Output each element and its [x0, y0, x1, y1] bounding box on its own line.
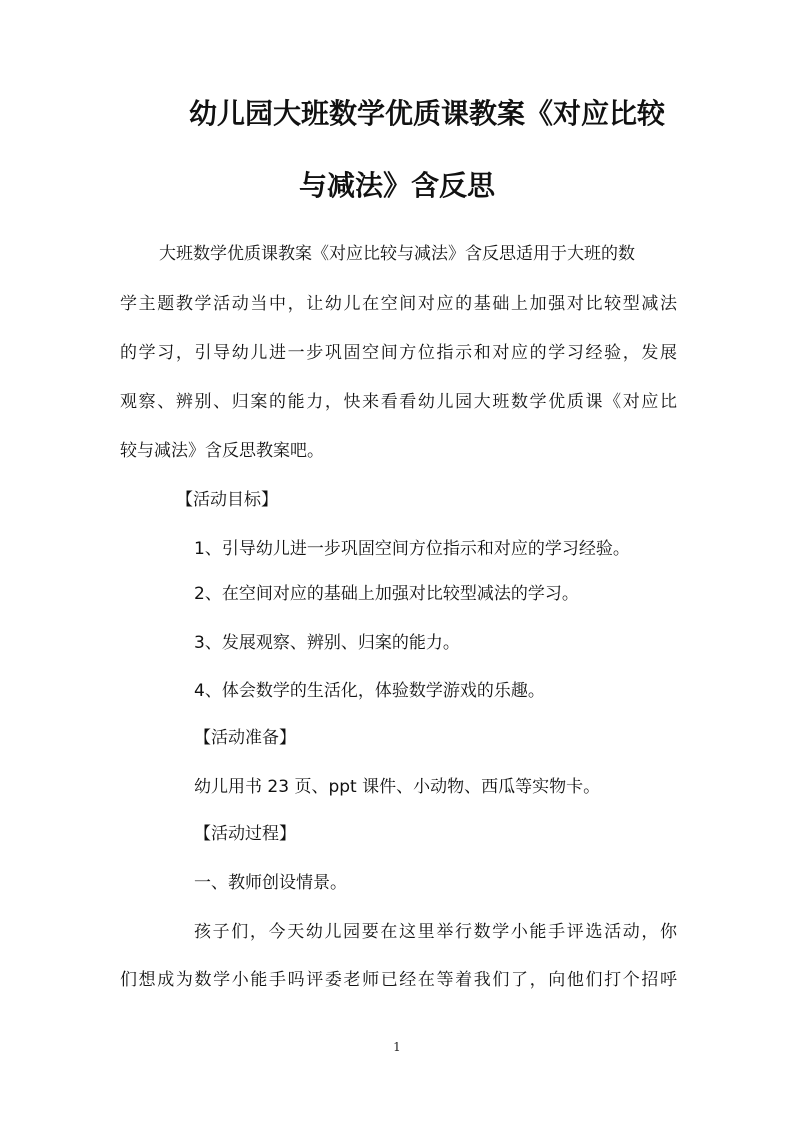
- intro-line-4: 观察、辨别、归案的能力，快来看看幼儿园大班数学优质课《对应比: [120, 392, 677, 412]
- page-number: 1: [393, 1040, 401, 1054]
- goal-item-4: 4、体会数学的生活化，体验数学游戏的乐趣。: [194, 681, 545, 701]
- step-1-line-2: 们想成为数学小能手吗评委老师已经在等着我们了，向他们打个招呼: [120, 970, 677, 990]
- section-heading-goals: 【活动目标】: [176, 490, 278, 510]
- goal-item-1: 1、引导幼儿进一步巩固空间方位指示和对应的学习经验。: [194, 539, 630, 559]
- document-title-line-1: 幼儿园大班数学优质课教案《对应比较: [188, 97, 665, 130]
- goal-item-3: 3、发展观察、辨别、归案的能力。: [194, 633, 460, 653]
- goal-item-2: 2、在空间对应的基础上加强对比较型减法的学习。: [194, 584, 579, 604]
- intro-line-2: 学主题教学活动当中，让幼儿在空间对应的基础上加强对比较型减法: [120, 294, 677, 314]
- section-heading-process: 【活动过程】: [194, 824, 296, 844]
- preparation-text: 幼儿用书 23 页、ppt 课件、小动物、西瓜等实物卡。: [194, 777, 601, 797]
- intro-line-5: 较与减法》含反思教案吧。: [120, 441, 324, 461]
- document-title-line-2: 与减法》含反思: [298, 169, 495, 202]
- step-1-line-1: 孩子们，今天幼儿园要在这里举行数学小能手评选活动，你: [194, 922, 677, 942]
- intro-line-1: 大班数学优质课教案《对应比较与减法》含反思适用于大班的数: [159, 244, 635, 264]
- step-1-heading: 一、教师创设情景。: [194, 873, 347, 893]
- section-heading-preparation: 【活动准备】: [194, 728, 296, 748]
- intro-line-3: 的学习，引导幼儿进一步巩固空间方位指示和对应的学习经验，发展: [120, 343, 677, 363]
